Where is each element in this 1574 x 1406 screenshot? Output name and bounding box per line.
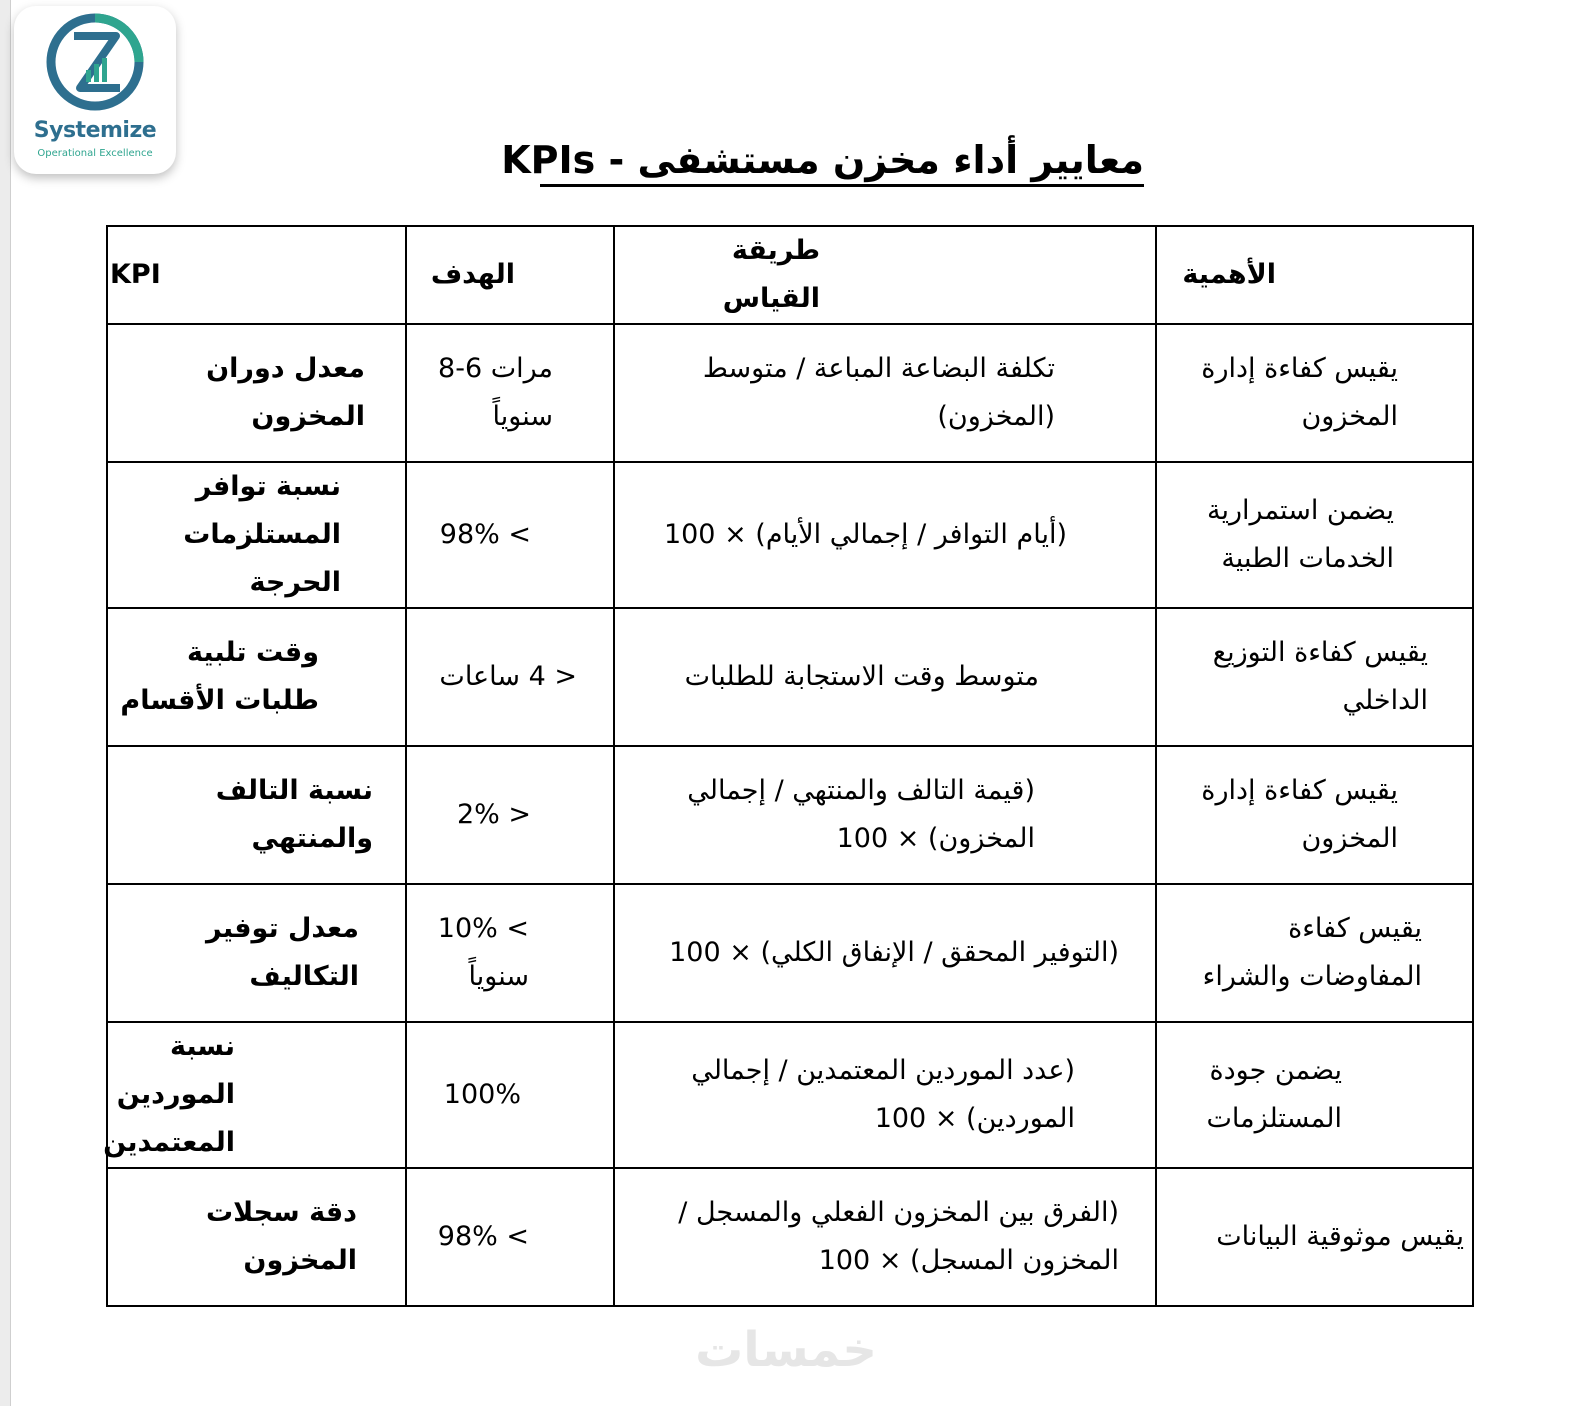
systemize-logo (14, 6, 176, 174)
table-row (107, 884, 1473, 1022)
logo-tagline: Operational Excellence (37, 148, 153, 159)
table-row (107, 1168, 1473, 1306)
table-row (107, 462, 1473, 608)
kpi-cell: نسبة الموردين المعتمدين (107, 1022, 406, 1168)
target-cell: > 98% (406, 462, 614, 608)
target-cell: مرات 6-8 سنوياً (406, 324, 614, 462)
header-method: طريقة القياس (614, 226, 1156, 324)
kpi-cell: وقت تلبية طلبات الأقسام (107, 608, 406, 746)
method-cell: (أيام التوافر / إجمالي الأيام) × 100 (614, 462, 1156, 608)
kpi-table (103, 225, 1474, 1307)
importance-cell: يضمن استمرارية الخدمات الطبية (1156, 462, 1473, 608)
target-cell: 100% (406, 1022, 614, 1168)
method-cell: (التوفير المحقق / الإنفاق الكلي) × 100 (614, 884, 1156, 1022)
window-left-edge (0, 0, 11, 1406)
importance-cell: يقيس كفاءة إدارة المخزون (1156, 324, 1473, 462)
target-cell: > 98% (406, 1168, 614, 1306)
method-cell: تكلفة البضاعة المباعة / متوسط (المخزون) (614, 324, 1156, 462)
target-cell: < 2% (406, 746, 614, 884)
systemize-emblem-icon (40, 12, 150, 116)
header-importance: الأهمية (1156, 226, 1473, 324)
page-title: معايير أداء مخزن مستشفى - KPIs (540, 138, 1144, 187)
table-row (107, 746, 1473, 884)
table-header-row (107, 226, 1473, 324)
method-cell: (عدد الموردين المعتمدين / إجمالي الموردين) × 100 (614, 1022, 1156, 1168)
kpi-cell: نسبة التالف والمنتهي (107, 746, 406, 884)
method-cell: متوسط وقت الاستجابة للطلبات (614, 608, 1156, 746)
kpi-cell: نسبة توافر المستلزمات الحرجة (107, 462, 406, 608)
logo-name: Systemize (33, 118, 157, 143)
importance-cell: يقيس موثوقية البيانات (1156, 1168, 1473, 1306)
method-cell: (الفرق بين المخزون الفعلي والمسجل / المخزون المسجل) × 100 (614, 1168, 1156, 1306)
target-cell: > 10% سنوياً (406, 884, 614, 1022)
importance-cell: يقيس كفاءة المفاوضات والشراء (1156, 884, 1473, 1022)
header-target: الهدف (406, 226, 614, 324)
table-row (107, 324, 1473, 462)
importance-cell: يقيس كفاءة التوزيع الداخلي (1156, 608, 1473, 746)
method-cell: (قيمة التالف والمنتهي / إجمالي المخزون) × 100 (614, 746, 1156, 884)
table-row (107, 608, 1473, 746)
importance-cell: يقيس كفاءة إدارة المخزون (1156, 746, 1473, 884)
kpi-cell: معدل دوران المخزون (107, 324, 406, 462)
table-row (107, 1022, 1473, 1168)
header-kpi: KPI (107, 226, 406, 324)
watermark: خمسات (695, 1322, 877, 1378)
kpi-cell: معدل توفير التكاليف (107, 884, 406, 1022)
importance-cell: يضمن جودة المستلزمات (1156, 1022, 1473, 1168)
target-cell: < 4 ساعات (406, 608, 614, 746)
kpi-cell: دقة سجلات المخزون (107, 1168, 406, 1306)
